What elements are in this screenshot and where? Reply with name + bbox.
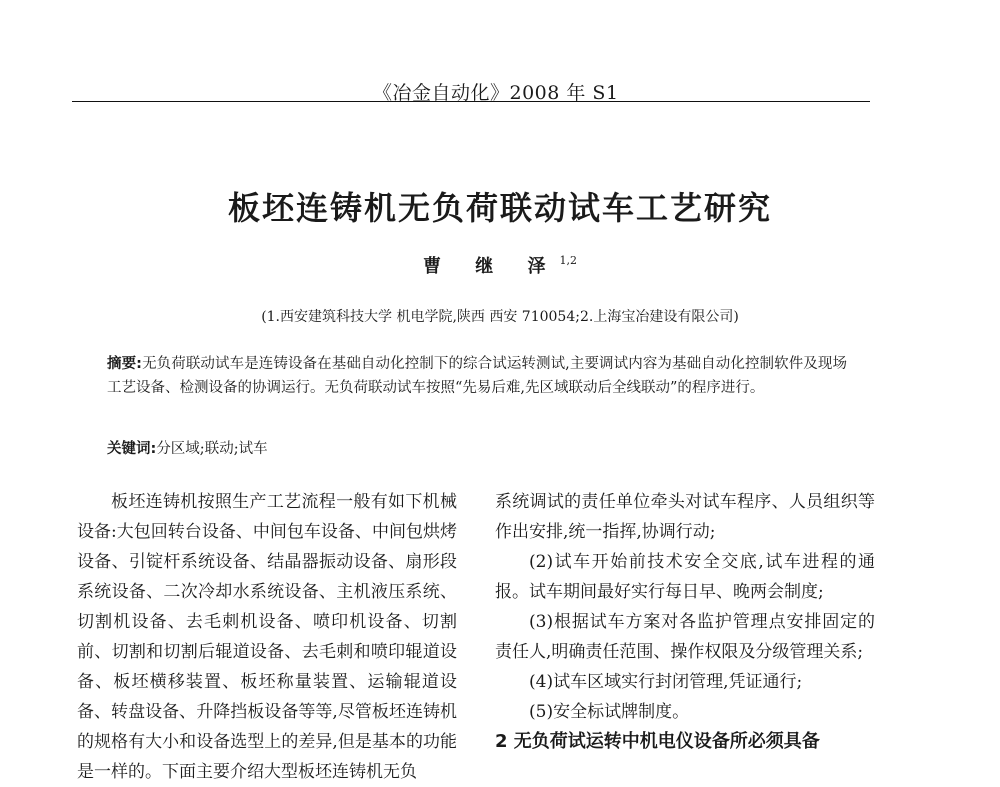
body-column-left bbox=[77, 487, 457, 787]
list-item: (2)试车开始前技术安全交底,试车进程的通报。试车期间最好实行每日早、晚两会制度; bbox=[495, 552, 875, 602]
article-title: 板坯连铸机无负荷联动试车工艺研究 bbox=[227, 189, 772, 227]
list-item: (4)试车区域实行封闭管理,凭证通行; bbox=[529, 672, 803, 692]
keywords-label: 关键词: bbox=[107, 441, 157, 457]
section-heading: 2 无负荷试运转中机电仪设备所必须具备 bbox=[495, 731, 820, 752]
header-rule bbox=[72, 101, 870, 102]
affiliation: (1.西安建筑科技大学 机电学院,陕西 西安 710054;2.上海宝冶建设有限公司) bbox=[261, 309, 739, 325]
author-line bbox=[0, 252, 1000, 278]
list-item: (3)根据试车方案对各监护管理点安排固定的责任人,明确责任范围、操作权限及分级管理关系; bbox=[495, 612, 875, 662]
abstract-label: 摘要: bbox=[107, 356, 142, 372]
author-affiliation-marker: 1,2 bbox=[559, 254, 578, 267]
author-name: 曹 继 泽 bbox=[422, 256, 560, 277]
journal-header: 《冶金自动化》2008 年 S1 bbox=[373, 82, 619, 104]
keywords bbox=[107, 437, 268, 458]
list-item: (5)安全标试牌制度。 bbox=[529, 702, 690, 722]
abstract bbox=[107, 352, 847, 400]
abstract-text: 无负荷联动试车是连铸设备在基础自动化控制下的综合试运转测试,主要调试内容为基础自动化控制软件及现场工艺设备、检测设备的协调运行。无负荷联动试车按照“先易后难,先区域联动后全线联动”的程序进行。 bbox=[107, 356, 847, 396]
body-column-right bbox=[495, 487, 875, 757]
body-paragraph: 板坯连铸机按照生产工艺流程一般有如下机械设备:大包回转台设备、中间包车设备、中间包烘烤设备、引锭杆系统设备、结晶器振动设备、扇形段系统设备、二次冷却水系统设备、主机液压系统、切割机设备、去毛刺机设备、喷印机设备、切割前、切割和切割后辊道设备、去毛刺和喷印辊道设备、板坯横移装置、板坯称量装置、运输辊道设备、转盘设备、升降挡板设备等等,尽管板坯连铸机的规格有大小和设备选型上的差异,但是基本的功能是一样的。下面主要介绍大型板坯连铸机无负 bbox=[77, 492, 457, 782]
body-paragraph-continued: 系统调试的责任单位牵头对试车程序、人员组织等作出安排,统一指挥,协调行动; bbox=[495, 492, 875, 542]
keywords-text: 分区域;联动;试车 bbox=[156, 441, 268, 457]
